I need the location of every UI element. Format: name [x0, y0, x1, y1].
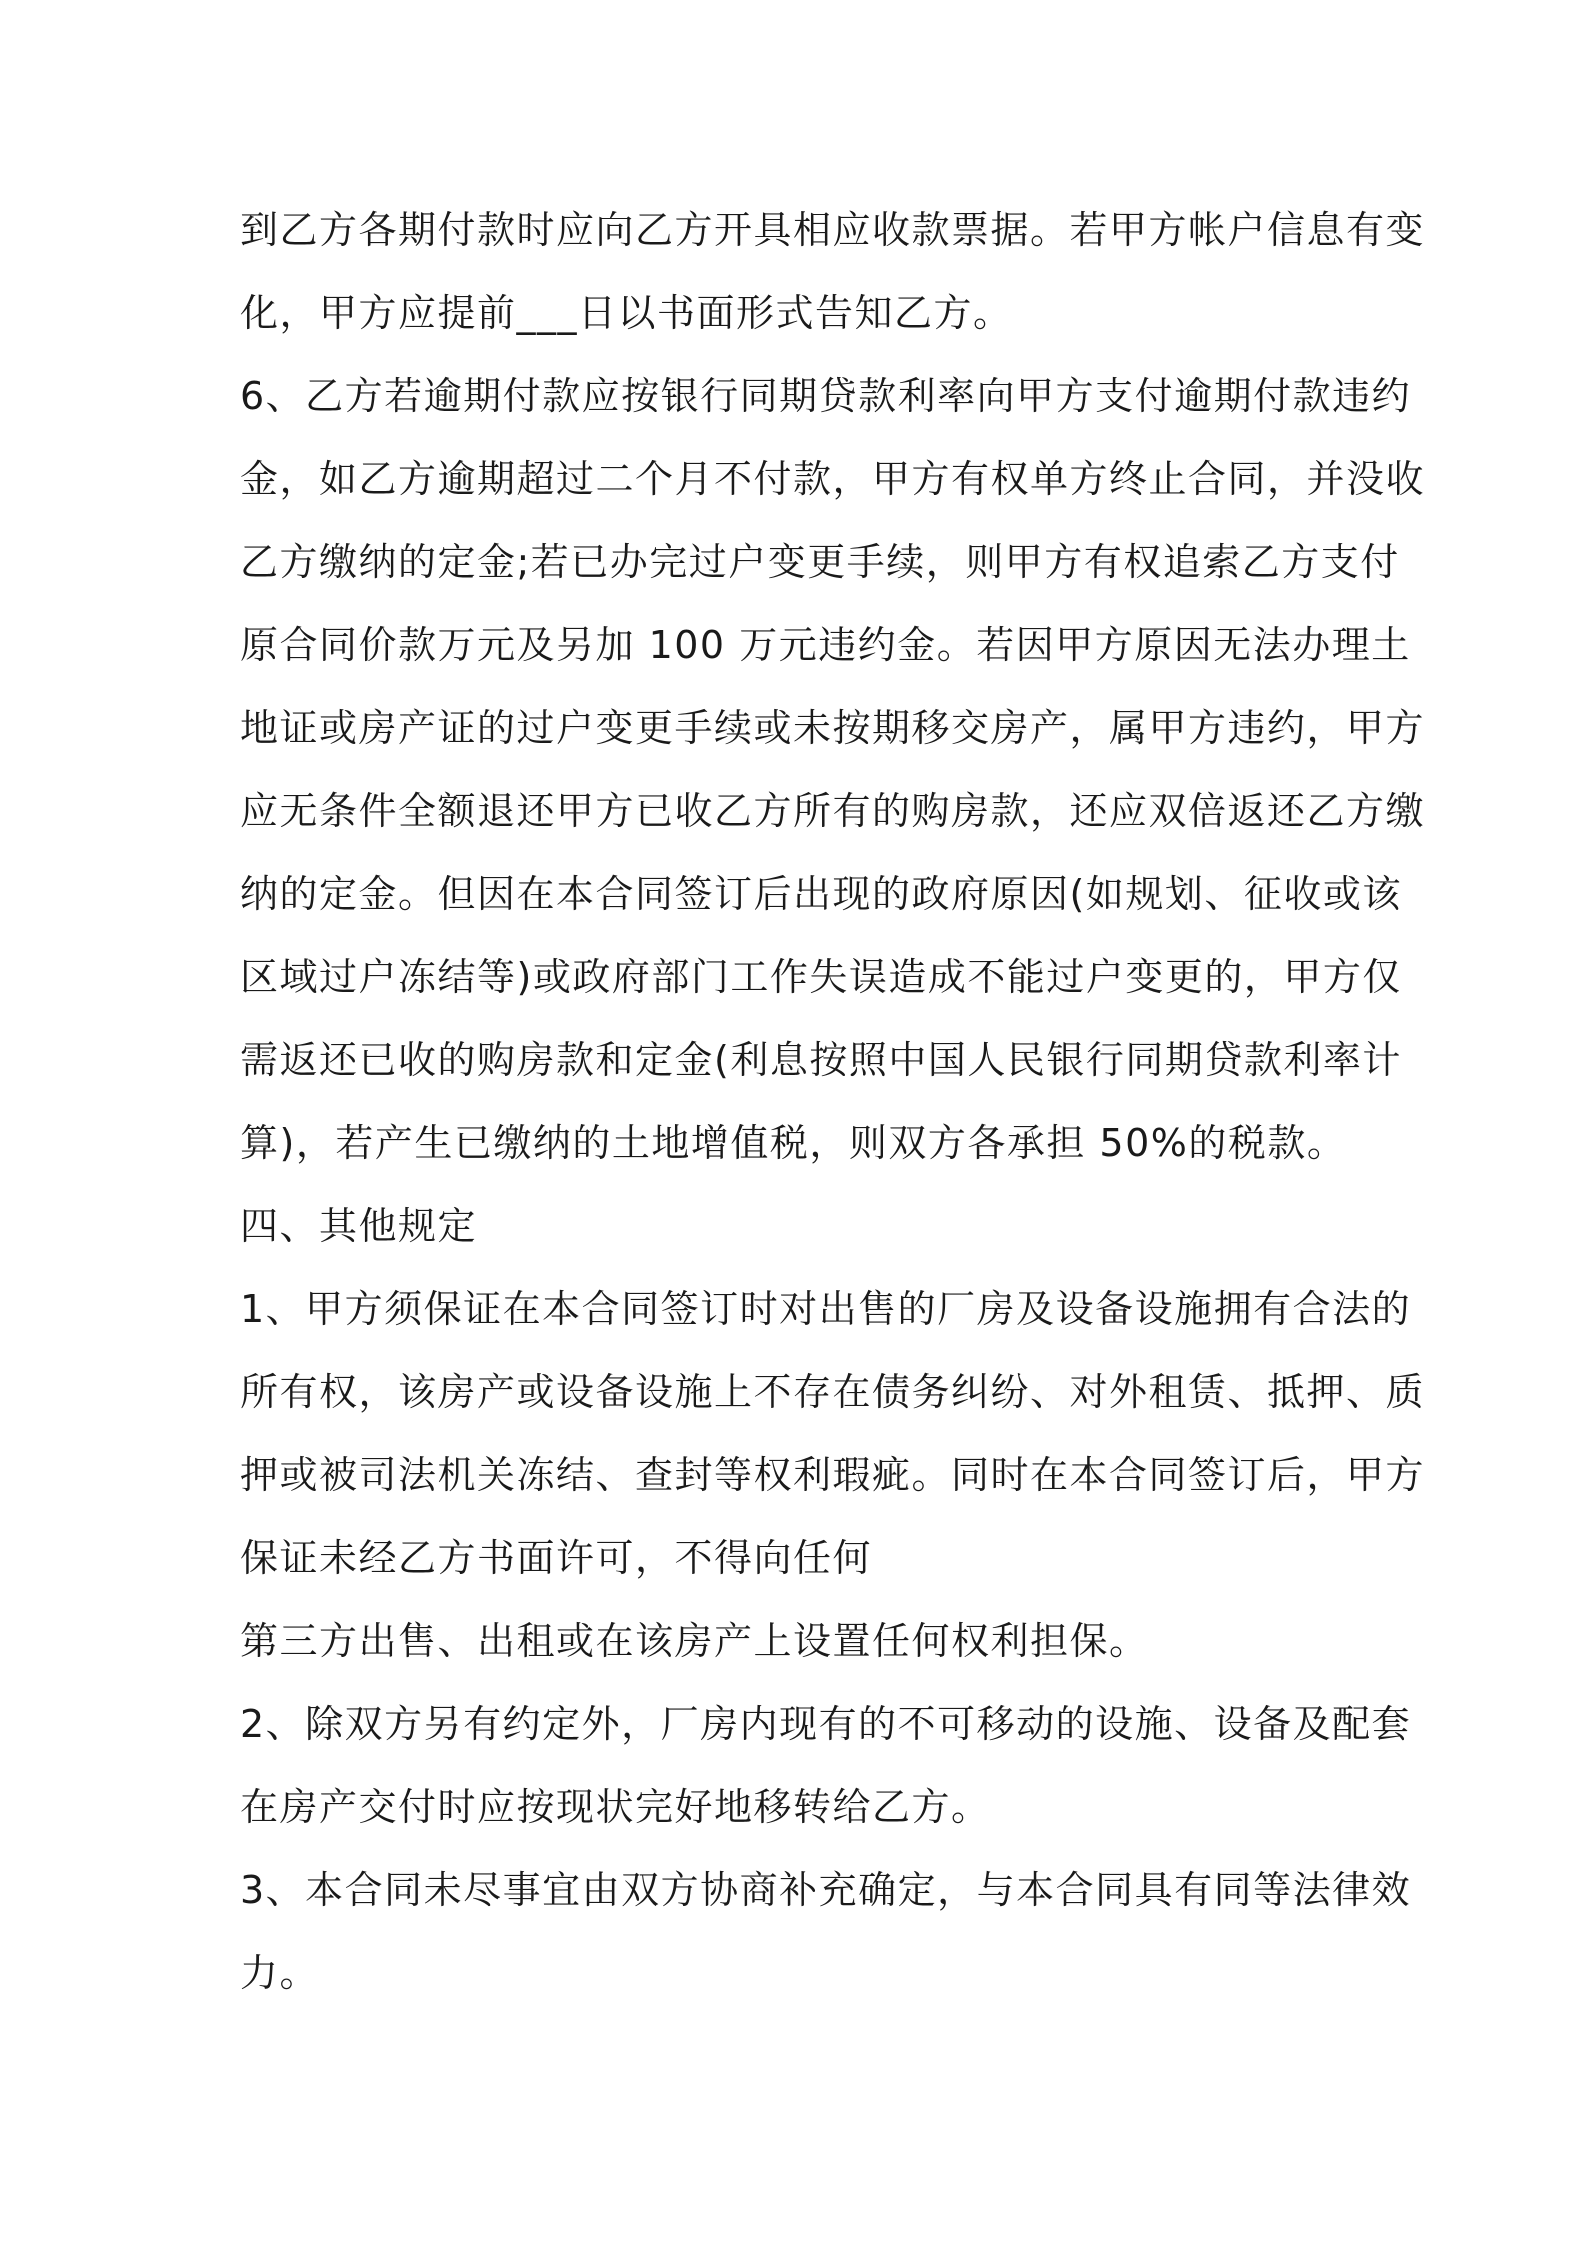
text-line: 第三方出售、出租或在该房产上设置任何权利担保。 [240, 1619, 1149, 1663]
text-line: 金，如乙方逾期超过二个月不付款，甲方有权单方终止合同，并没收 [240, 457, 1426, 501]
text-line: 区域过户冻结等)或政府部门工作失误造成不能过户变更的，甲方仅 [240, 955, 1402, 999]
text-line: 押或被司法机关冻结、查封等权利瑕疵。同时在本合同签订后，甲方 [240, 1453, 1426, 1497]
text-line: 保证未经乙方书面许可，不得向任何 [240, 1536, 873, 1580]
text-line: 所有权，该房产或设备设施上不存在债务纠纷、对外租赁、抵押、质 [240, 1370, 1426, 1414]
text-line: 6、乙方若逾期付款应按银行同期贷款利率向甲方支付逾期付款违约 [240, 374, 1412, 418]
text-line: 3、本合同未尽事宜由双方协商补充确定，与本合同具有同等法律效 [240, 1868, 1412, 1912]
text-line: 乙方缴纳的定金;若已办完过户变更手续，则甲方有权追索乙方支付 [240, 540, 1400, 584]
text-line: 算)，若产生已缴纳的土地增值税，则双方各承担 50%的税款。 [240, 1121, 1347, 1165]
section-heading: 四、其他规定 [240, 1204, 478, 1248]
text-line: 力。 [240, 1951, 320, 1995]
text-line: 在房产交付时应按现状完好地移转给乙方。 [240, 1785, 991, 1829]
text-line: 纳的定金。但因在本合同签订后出现的政府原因(如规划、征收或该 [240, 872, 1402, 916]
text-line: 化，甲方应提前___日以书面形式告知乙方。 [240, 291, 1013, 335]
text-line: 需返还已收的购房款和定金(利息按照中国人民银行同期贷款利率计 [240, 1038, 1402, 1082]
text-line: 1、甲方须保证在本合同签订时对出售的厂房及设备设施拥有合法的 [240, 1287, 1412, 1331]
text-line: 地证或房产证的过户变更手续或未按期移交房产，属甲方违约，甲方 [240, 706, 1426, 750]
text-line: 2、除双方另有约定外，厂房内现有的不可移动的设施、设备及配套 [240, 1702, 1412, 1746]
text-line: 到乙方各期付款时应向乙方开具相应收款票据。若甲方帐户信息有变 [240, 208, 1426, 252]
text-line: 应无条件全额退还甲方已收乙方所有的购房款，还应双倍返还乙方缴 [240, 789, 1426, 833]
text-line: 原合同价款万元及另加 100 万元违约金。若因甲方原因无法办理土 [240, 623, 1411, 667]
